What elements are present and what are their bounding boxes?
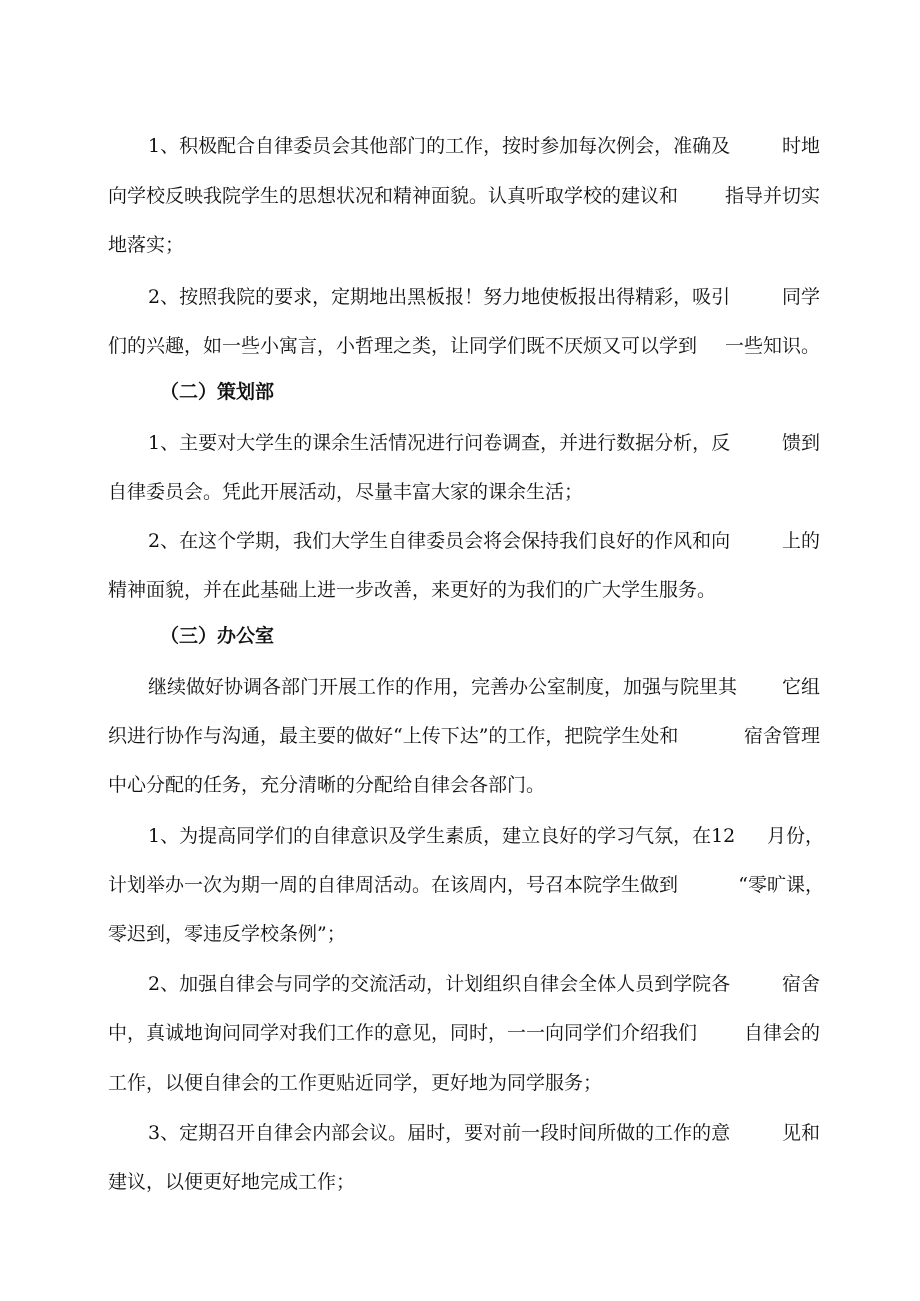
text-segment: 指导并切实 — [724, 185, 820, 207]
section-heading-text: （二）策划部 — [160, 381, 275, 403]
text-segment: 1、积极配合自律委员会其他部门的工作，按时参加每次例会，准确及 — [148, 135, 731, 157]
text-segment: 月份， — [766, 825, 824, 847]
text-segment: 们的兴趣，如一些小寓言，小哲理之类，让同学们既不厌烦又可以学到 — [108, 335, 698, 357]
text-segment: 工作，以便自律会的工作更贴近同学，更好地为同学服务； — [108, 1072, 603, 1094]
text-segment: 零迟到，零违反学校条例”； — [108, 923, 346, 945]
text-segment: 1、为提高同学们的自律意识及学生素质，建立良好的学习气氛，在12 — [148, 825, 736, 847]
text-segment: 织进行协作与沟通，最主要的做好“上传下达”的工作，把院学生处和 — [108, 725, 679, 747]
text-segment: 建议，以便更好地完成工作； — [108, 1171, 356, 1193]
text-segment: 自律会的 — [743, 1022, 820, 1044]
text-segment: 上的 — [781, 530, 820, 552]
text-segment: 它组 — [781, 676, 820, 698]
text-segment: 精神面貌，并在此基础上进一步改善，来更好的为我们的广大学生服务。 — [108, 579, 717, 601]
text-segment: 1、主要对大学生的课余生活情况进行问卷调查，并进行数据分析，反 — [148, 432, 731, 454]
text-segment: 计划举办一次为期一周的自律周活动。在该周内，号召本院学生做到 — [108, 874, 679, 896]
text-segment: 中心分配的任务，充分清晰的分配给自律会各部门。 — [108, 774, 546, 796]
text-segment: 宿舍 — [781, 973, 820, 995]
text-segment: 时地 — [781, 135, 820, 157]
text-segment: 馈到 — [781, 432, 820, 454]
text-segment: 2、在这个学期，我们大学生自律委员会将会保持我们良好的作风和向 — [148, 530, 731, 552]
text-segment: “零旷课， — [738, 874, 824, 896]
text-segment: 同学 — [781, 286, 820, 308]
text-segment: 地落实； — [108, 234, 185, 256]
text-segment: 宿舍管理 — [743, 725, 820, 747]
text-segment: 2、按照我院的要求，定期地出黑板报！努力地使板报出得精彩，吸引 — [148, 286, 731, 308]
text-segment: 向学校反映我院学生的思想状况和精神面貌。认真听取学校的建议和 — [108, 185, 679, 207]
text-segment: 一些知识。 — [724, 335, 820, 357]
text-segment: 见和 — [781, 1122, 820, 1144]
text-segment: 2、加强自律会与同学的交流活动，计划组织自律会全体人员到学院各 — [148, 973, 731, 995]
text-segment: 自律委员会。凭此开展活动，尽量丰富大家的课余生活； — [108, 481, 584, 503]
text-segment: 中，真诚地询问同学对我们工作的意见，同时，一一向同学们介绍我们 — [108, 1022, 698, 1044]
section-heading-text: （三）办公室 — [160, 625, 275, 647]
text-segment: 继续做好协调各部门开展工作的作用，完善办公室制度，加强与院里其 — [148, 676, 738, 698]
text-segment: 3、定期召开自律会内部会议。届时，要对前一段时间所做的工作的意 — [148, 1122, 731, 1144]
